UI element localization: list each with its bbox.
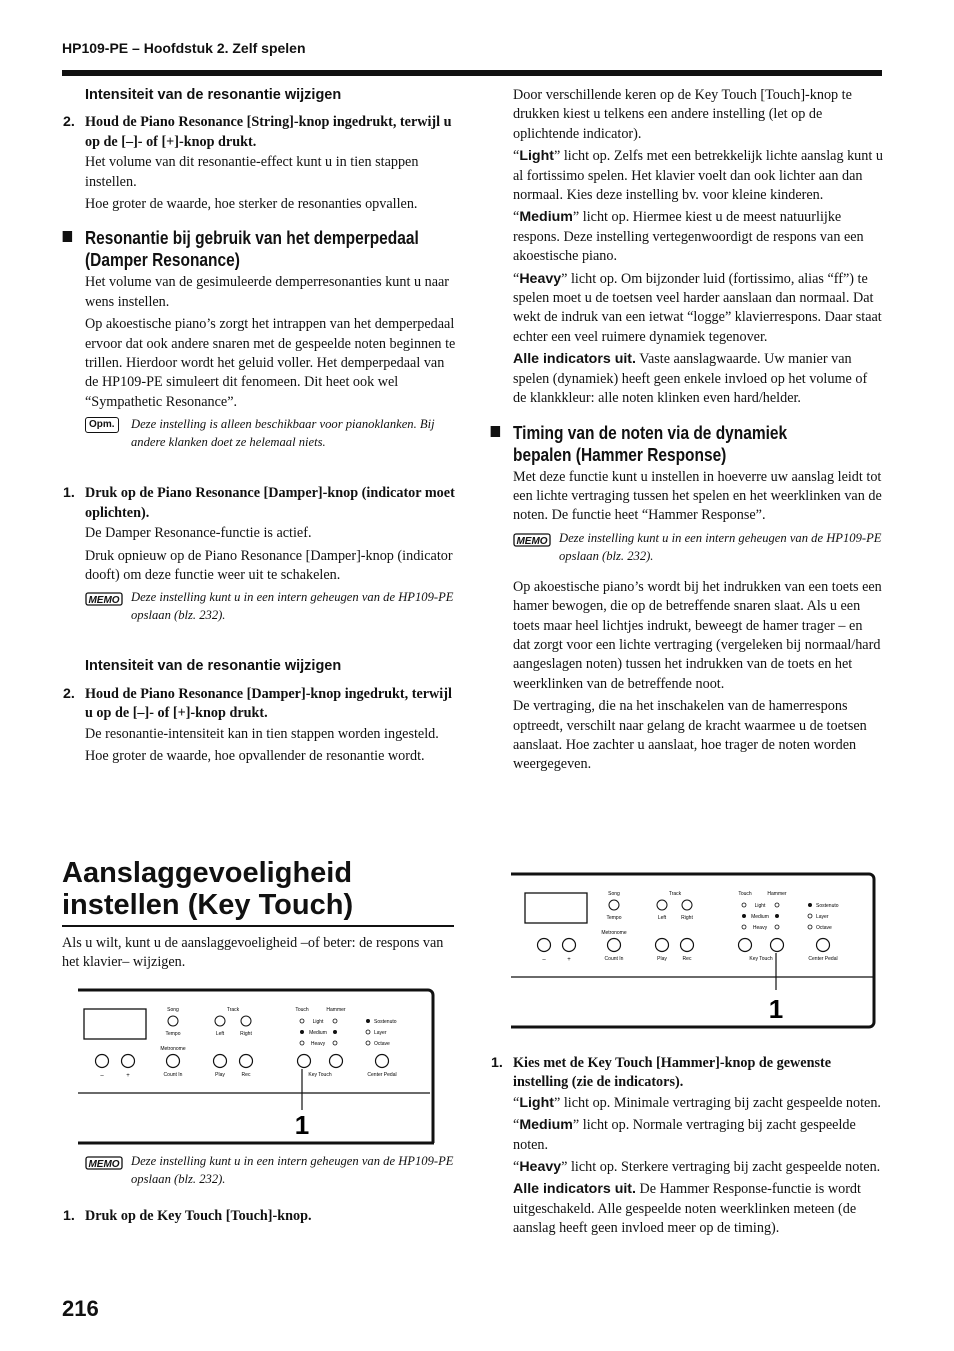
track-left-button[interactable] (657, 900, 667, 910)
svg-text:Left: Left (657, 915, 667, 921)
memo-icon (85, 1154, 123, 1172)
paragraph: “Light” licht op. Zelfs met een betrekkelijk lichte aanslag kunt u al fortissimo spelen. Het klavier voelt dan ook lichter aan dan normaal. Kies deze instelling bv. voor kleine kinderen. (513, 148, 883, 204)
paragraph: Hoe groter de waarde, hoe sterker de resonanties opvallen. (85, 196, 418, 213)
song-button[interactable] (609, 900, 619, 910)
center-pedal-button[interactable] (376, 1055, 389, 1068)
intro-paragraph: Als u wilt, kunt u de aanslaggevoeligheid –of beter: de respons van het klavier– wijzigen. (62, 935, 444, 971)
paragraph: De resonantie-intensiteit kan in tien stappen worden ingesteld. (85, 725, 439, 742)
chapter-title-rule (62, 925, 454, 927)
running-header: HP109-PE – Hoofdstuk 2. Zelf spelen (62, 40, 306, 56)
paragraph: Door verschillende keren op de Key Touch [Touch]-knop te drukken kiest u telkens een andere instelling (let op de oplichtende indicator). (513, 87, 852, 142)
paragraph: Op akoestische piano’s zorgt het intrappen van het demperpedaal ervoor dat ook andere snaren met de gespeelde noten beginnen te trillen. Hierdoor wordt het geluid voller. Het demperpedaal van de HP109-PE simuleert dit fenomeen. Dit heet ook wel “Sympathetic Resonance”. (85, 316, 456, 410)
svg-text:Track: Track (668, 891, 682, 897)
paragraph: “Heavy” licht op. Om bijzonder luid (fortissimo, alias “ff”) te spelen moet u de toetsen veel harder aanslaan dan normaal. Dat wekt de indruk van een ietwat “logge” klavierrespons. Daar staat echter een veel ruimere dynamiek tegenover. (513, 270, 882, 345)
touch-button[interactable] (298, 1055, 311, 1068)
paragraph: Op akoestische piano’s wordt bij het indrukken van een toets een hamer bewogen, die op de betreffende snaren slaat. Als u een toets maar heel lichtjes indrukt, beweegt de hamer trager – en dat zorgt voor een lichte vertraging (vergeleken bij normaal/hard aangeslagen noten) tussen het indrukken van de toets en het weerklinken van de betreffende noot. (513, 578, 882, 692)
subheading-damper-intensity: Intensiteit van de resonantie wijzigen (85, 658, 342, 675)
paragraph: “Medium” licht op. Hiermee kiest u de meest natuurlijke respons. Deze instelling vertegenwoordigt de respons van een akoestische piano. (513, 209, 864, 265)
svg-text:Tempo: Tempo (165, 1031, 181, 1037)
section-square-icon (491, 426, 500, 437)
left-column-bottom (63, 1152, 457, 1227)
song-button[interactable] (168, 1016, 178, 1026)
panel-diagram-hammer (511, 872, 881, 1032)
touch-button[interactable] (739, 939, 752, 952)
svg-text:+: + (567, 957, 571, 963)
svg-text:Heavy: Heavy (752, 925, 768, 931)
callout-number: 1 (768, 994, 784, 1024)
subheading-string-intensity: Intensiteit van de resonantie wijzigen (85, 87, 342, 103)
svg-text:Key Touch: Key Touch (308, 1072, 332, 1078)
paragraph: Het volume van de gesimuleerde demperresonanties kunt u naar wens instellen. (85, 274, 450, 310)
svg-text:Light: Light (312, 1019, 324, 1025)
hammer-button[interactable] (771, 939, 784, 952)
svg-text:–: – (100, 1073, 104, 1079)
svg-text:Touch: Touch (738, 891, 752, 897)
paragraph: De vertraging, die na het inschakelen van de hamerrespons optreedt, verschilt naar gelang de kracht waarmee u de toetsen aanslaat. Hoe zachter u aanslaat, hoe trager de noten worden weergegeven. (513, 698, 867, 773)
rec-button[interactable] (240, 1055, 253, 1068)
opm-note-icon: Opm. (85, 417, 119, 433)
hammer-button[interactable] (330, 1055, 343, 1068)
svg-text:Medium: Medium (751, 914, 769, 920)
minus-button[interactable] (538, 939, 551, 952)
svg-text:Play: Play (657, 956, 667, 962)
play-button[interactable] (214, 1055, 227, 1068)
svg-text:Touch: Touch (295, 1007, 309, 1013)
paragraph: Met deze functie kunt u instellen in hoeverre uw aanslag leidt tot een lichte vertraging tussen het spelen en het weerklinken van de noten. De functie heet “Hammer Response”. (513, 468, 882, 524)
callout-number: 1 (294, 1110, 310, 1140)
svg-text:Octave: Octave (816, 925, 832, 931)
display-window (525, 893, 587, 923)
minus-button[interactable] (96, 1055, 109, 1068)
svg-text:Tempo: Tempo (606, 915, 622, 921)
svg-text:Center Pedal: Center Pedal (367, 1072, 397, 1078)
svg-text:MEMO: MEMO (88, 595, 120, 607)
right-column-top (513, 86, 883, 778)
svg-text:Sostenuto: Sostenuto (816, 903, 839, 909)
svg-text:Count In: Count In (604, 956, 624, 962)
metronome-button[interactable] (608, 939, 621, 952)
svg-text:Layer: Layer (374, 1030, 387, 1036)
page-number: 216 (62, 1296, 99, 1321)
svg-text:Octave: Octave (374, 1041, 390, 1047)
center-pedal-button[interactable] (817, 939, 830, 952)
svg-text:Metronome: Metronome (601, 930, 627, 936)
section-square-icon (63, 231, 72, 242)
paragraph: “Medium” licht op. Normale vertraging bij zacht gespeelde noten. (513, 1117, 856, 1153)
section-title-damper-resonance: Resonantie bij gebruik van het demperpedaal (Damper Resonance) (85, 227, 429, 271)
svg-text:Light: Light (754, 903, 766, 909)
svg-text:Layer: Layer (816, 914, 829, 920)
display-window (84, 1009, 146, 1039)
play-button[interactable] (656, 939, 669, 952)
memo-icon (85, 590, 123, 608)
memo-icon (513, 531, 551, 549)
svg-text:Play: Play (215, 1072, 225, 1078)
track-right-button[interactable] (241, 1016, 251, 1026)
svg-text:Metronome: Metronome (160, 1046, 186, 1052)
right-column-bottom (491, 1054, 883, 1242)
paragraph: “Heavy” licht op. Sterkere vertraging bij zacht gespeelde noten. (513, 1159, 881, 1176)
svg-text:Key Touch: Key Touch (749, 956, 773, 962)
step-hammer-1: 1. Kies met de Key Touch [Hammer]-knop de gewenste instelling (zie de indicators). (491, 1055, 832, 1091)
paragraph: Alle indicators uit. Vaste aanslagwaarde. Uw manier van spelen (dynamiek) heeft geen enkele invloed op het volume of de klankkleur: alle noten klinken even hard/helder. (513, 351, 868, 407)
svg-text:Rec: Rec (682, 956, 692, 962)
paragraph: De Damper Resonance-functie is actief. (85, 525, 312, 542)
svg-text:Heavy: Heavy (310, 1041, 326, 1047)
header-rule (62, 70, 882, 76)
paragraph: Het volume van dit resonantie-effect kunt u in tien stappen instellen. (85, 154, 419, 190)
svg-text:Song: Song (167, 1007, 179, 1013)
svg-text:Center Pedal: Center Pedal (808, 956, 838, 962)
paragraph: Druk opnieuw op de Piano Resonance [Damper]-knop (indicator dooft) om deze functie weer uit te schakelen. (85, 547, 453, 583)
svg-text:Count In: Count In (163, 1072, 183, 1078)
step-string-2: 2. Houd de Piano Resonance [String]-knop ingedrukt, terwijl u op de [–]- of [+]-knop drukt. (63, 114, 452, 150)
paragraph: “Light” licht op. Minimale vertraging bij zacht gespeelde noten. (513, 1094, 881, 1111)
section-title-hammer-response: Timing van de noten via de dynamiek bepalen (Hammer Response) (513, 422, 857, 466)
memo-note: MEMO Deze instelling kunt u in een intern geheugen van de HP109-PE opslaan (blz. 232). (85, 1152, 457, 1188)
svg-text:+: + (126, 1073, 130, 1079)
opm-note: Opm. Deze instelling is alleen beschikbaar voor pianoklanken. Bij andere klanken doet ze helemaal niets. (85, 415, 457, 451)
svg-text:Right: Right (681, 915, 693, 921)
plus-button[interactable] (563, 939, 576, 952)
svg-text:Right: Right (240, 1031, 252, 1037)
svg-text:Song: Song (608, 891, 620, 897)
svg-text:–: – (542, 957, 546, 963)
svg-text:Sostenuto: Sostenuto (374, 1019, 397, 1025)
chapter-title: Aanslaggevoeligheid instellen (Key Touch) (62, 857, 354, 921)
svg-text:Rec: Rec (241, 1072, 251, 1078)
track-left-button[interactable] (215, 1016, 225, 1026)
plus-button[interactable] (122, 1055, 135, 1068)
svg-text:MEMO: MEMO (516, 535, 548, 547)
svg-text:Track: Track (226, 1007, 240, 1013)
left-column-top (63, 86, 457, 769)
paragraph: Alle indicators uit. De Hammer Response-functie is wordt uitgeschakeld. Alle gespeelde noten weerklinken meteen (de aanslag heeft geen invloed meer op de timing). (513, 1181, 861, 1237)
step-damper-2: 2. Houd de Piano Resonance [Damper]-knop ingedrukt, terwijl u op de [–]- of [+]-knop drukt. (63, 685, 452, 722)
svg-text:Medium: Medium (309, 1030, 327, 1036)
panel-diagram-touch (78, 988, 438, 1148)
svg-text:MEMO: MEMO (88, 1159, 120, 1170)
step-damper-1: 1. Druk op de Piano Resonance [Damper]-knop (indicator moet oplichten). (63, 485, 455, 521)
track-right-button[interactable] (682, 900, 692, 910)
svg-text:Left: Left (215, 1031, 225, 1037)
step-touch-1: 1. Druk op de Key Touch [Touch]-knop. (63, 1208, 312, 1224)
metronome-button[interactable] (167, 1055, 180, 1068)
paragraph: Hoe groter de waarde, hoe opvallender de resonantie wordt. (85, 747, 425, 764)
rec-button[interactable] (681, 939, 694, 952)
svg-text:Hammer: Hammer (767, 891, 787, 897)
svg-text:Hammer: Hammer (326, 1007, 346, 1013)
memo-note: MEMO Deze instelling kunt u in een intern geheugen van de HP109-PE opslaan (blz. 232). (513, 529, 883, 565)
memo-note: MEMO Deze instelling kunt u in een intern geheugen van de HP109-PE opslaan (blz. 232). (85, 588, 457, 624)
